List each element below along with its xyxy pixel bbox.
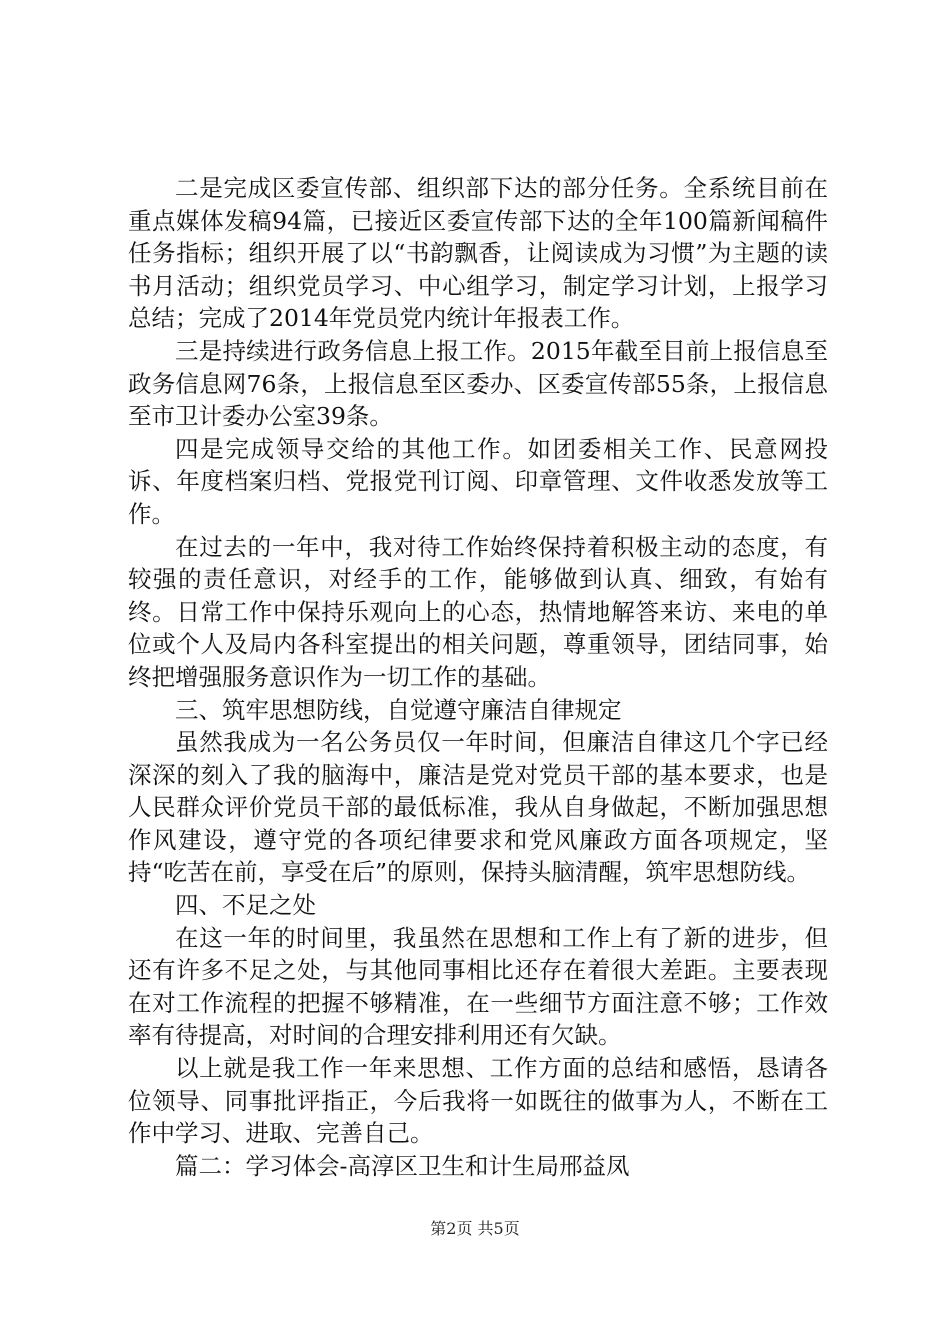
page-number-footer: 第2页 共5页 (430, 1219, 520, 1238)
paragraph-info-reporting: 三是持续进行政务信息上报工作。2015年截至目前上报信息至政务信息网76条，上报信息至区委办、区委宣传部55条，上报信息至市卫计委办公室39条。 (128, 336, 828, 431)
paragraph-conclusion: 以上就是我工作一年来思想、工作方面的总结和感悟，恳请各位领导、同事批评指正，今后我将一如既往的做事为人，不断在工作中学习、进取、完善自己。 (128, 1054, 828, 1148)
paragraph-shortcomings: 在这一年的时间里，我虽然在思想和工作上有了新的进步，但还有许多不足之处，与其他同事相比还存在着很大差距。主要表现在对工作流程的把握不够精准，在一些细节方面注意不够；工作效率有待提高，对时间的合理安排利用还有欠缺。 (128, 923, 828, 1050)
paragraph-task-completion: 二是完成区委宣传部、组织部下达的部分任务。全系统目前在重点媒体发稿94篇，已接近区委宣传部下达的全年100篇新闻稿件任务指标；组织开展了以“书韵飘香，让阅读成为习惯”为主题的读书月活动；组织党员学习、中心组学习，制定学习计划，上报学习总结；完成了2014年党员党内统计年报表工作。 (128, 174, 828, 333)
paragraph-integrity: 虽然我成为一名公务员仅一年时间，但廉洁自律这几个字已经深深的刻入了我的脑海中，廉洁是党对党员干部的基本要求，也是人民群众评价党员干部的最低标准，我从自身做起，不断加强思想作风建设，遵守党的各项纪律要求和党风廉政方面各项规定，坚持“吃苦在前，享受在后”的原则，保持头脑清醒，筑牢思想防线。 (128, 728, 828, 887)
document-body (128, 172, 828, 1182)
section-heading-integrity: 三、筑牢思想防线，自觉遵守廉洁自律规定 (175, 695, 622, 724)
paragraph-other-work: 四是完成领导交给的其他工作。如团委相关工作、民意网投诉、年度档案归档、党报党刊订阅、印章管理、文件收悉发放等工作。 (128, 434, 828, 528)
next-article-heading: 篇二：学习体会-高淳区卫生和计生局邢益凤 (175, 1151, 630, 1180)
section-heading-shortcomings: 四、不足之处 (175, 891, 316, 920)
paragraph-work-attitude: 在过去的一年中，我对待工作始终保持着积极主动的态度，有较强的责任意识，对经手的工作，能够做到认真、细致，有始有终。日常工作中保持乐观向上的心态，热情地解答来访、来电的单位或个人及局内各科室提出的相关问题，尊重领导，团结同事，始终把增强服务意识作为一切工作的基础。 (128, 532, 828, 691)
